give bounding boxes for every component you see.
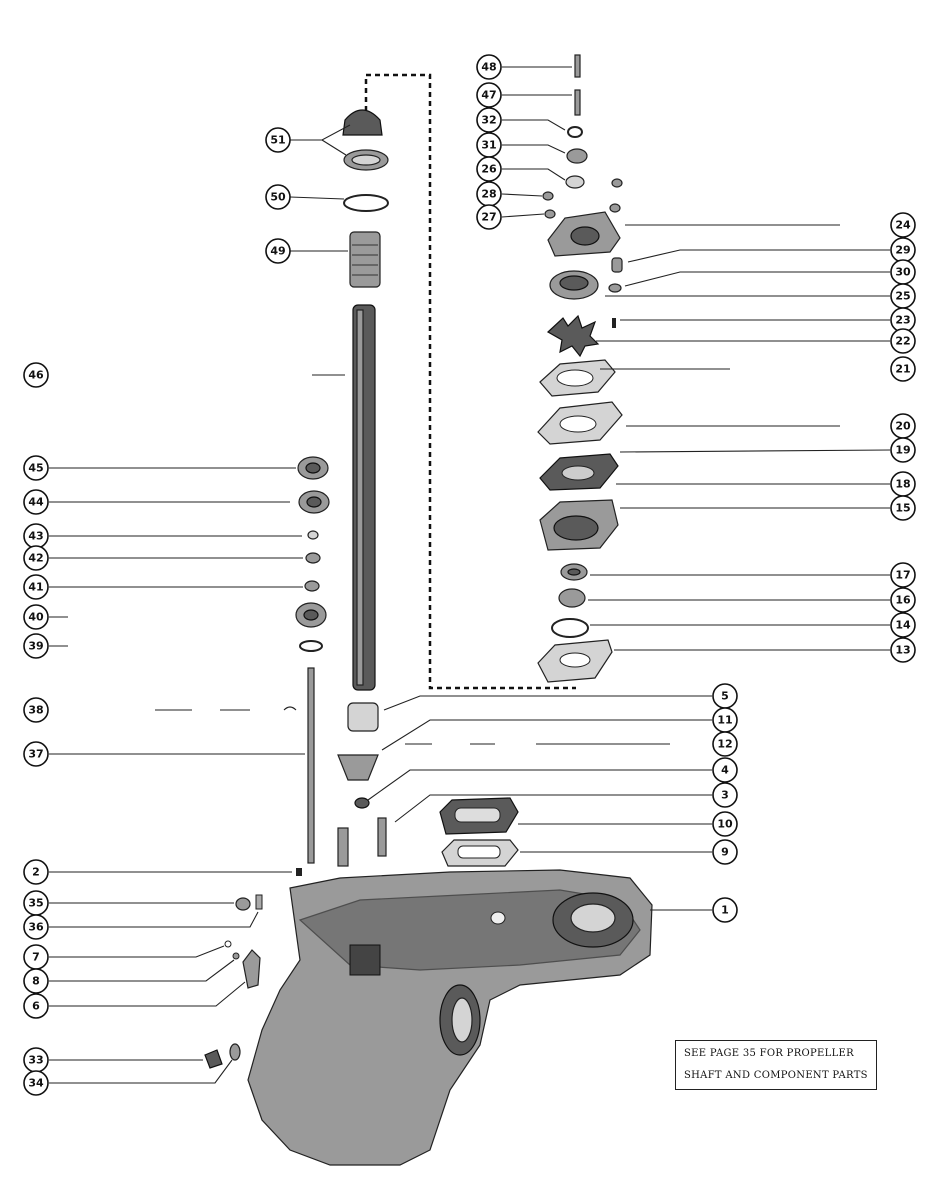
svg-text:51: 51: [270, 133, 286, 147]
svg-text:50: 50: [270, 190, 286, 204]
svg-text:17: 17: [895, 568, 911, 582]
svg-text:32: 32: [481, 113, 497, 127]
svg-text:21: 21: [895, 362, 911, 376]
callout-7: [24, 945, 48, 969]
svg-text:40: 40: [28, 610, 44, 624]
callout-37: [24, 742, 48, 766]
callout-29: [891, 238, 915, 262]
svg-text:28: 28: [481, 187, 497, 201]
callout-22: [891, 329, 915, 353]
svg-text:14: 14: [895, 618, 911, 632]
shift-rod: [284, 668, 314, 863]
callout-4: [713, 758, 737, 782]
callout-49: [266, 239, 290, 263]
svg-text:20: 20: [895, 419, 911, 433]
svg-text:6: 6: [32, 999, 40, 1013]
svg-text:22: 22: [895, 334, 911, 348]
callout-46: [24, 363, 48, 387]
svg-text:46: 46: [28, 368, 44, 382]
callout-39: [24, 634, 48, 658]
callout-11: [713, 708, 737, 732]
callout-47: [477, 83, 501, 107]
callout-42: [24, 546, 48, 570]
svg-text:16: 16: [895, 593, 911, 607]
svg-text:30: 30: [895, 265, 911, 279]
svg-text:38: 38: [28, 703, 44, 717]
svg-text:19: 19: [895, 443, 911, 457]
svg-text:18: 18: [895, 477, 911, 491]
callout-36: [24, 915, 48, 939]
callout-45: [24, 456, 48, 480]
see-page-note: [675, 1040, 877, 1090]
svg-text:41: 41: [28, 580, 44, 594]
svg-text:7: 7: [32, 950, 40, 964]
svg-text:29: 29: [895, 243, 911, 257]
svg-text:15: 15: [895, 501, 911, 515]
callout-43: [24, 524, 48, 548]
callout-32: [477, 108, 501, 132]
svg-text:23: 23: [895, 313, 911, 327]
callout-48: [477, 55, 501, 79]
svg-text:36: 36: [28, 920, 44, 934]
callout-12: [713, 732, 737, 756]
note-line-2: SHAFT AND COMPONENT PARTS: [684, 1070, 868, 1081]
callout-40: [24, 605, 48, 629]
callout-30: [891, 260, 915, 284]
callout-34: [24, 1071, 48, 1095]
svg-text:45: 45: [28, 461, 44, 475]
svg-text:33: 33: [28, 1053, 44, 1067]
callout-28: [477, 182, 501, 206]
svg-text:48: 48: [481, 60, 497, 74]
svg-text:5: 5: [721, 689, 729, 703]
callout-9: [713, 840, 737, 864]
callout-6: [24, 994, 48, 1018]
svg-text:35: 35: [28, 896, 44, 910]
callout-21: [891, 357, 915, 381]
callout-2: [24, 860, 48, 884]
callout-14: [891, 613, 915, 637]
callout-44: [24, 490, 48, 514]
callout-20: [891, 414, 915, 438]
svg-text:11: 11: [717, 713, 733, 727]
svg-text:43: 43: [28, 529, 44, 543]
seal-stack: [296, 457, 329, 651]
callout-50: [266, 185, 290, 209]
callout-15: [891, 496, 915, 520]
svg-text:24: 24: [895, 218, 911, 232]
gear-housing: [248, 870, 652, 1165]
svg-text:8: 8: [32, 974, 40, 988]
callout-8: [24, 969, 48, 993]
callout-25: [891, 284, 915, 308]
svg-text:31: 31: [481, 138, 497, 152]
callout-33: [24, 1048, 48, 1072]
svg-text:12: 12: [717, 737, 733, 751]
note-line-1: SEE PAGE 35 FOR PROPELLER: [684, 1048, 854, 1059]
callout-16: [891, 588, 915, 612]
callout-19: [891, 438, 915, 462]
callout-1: [713, 898, 737, 922]
svg-text:34: 34: [28, 1076, 44, 1090]
callout-17: [891, 563, 915, 587]
callout-35: [24, 891, 48, 915]
callout-26: [477, 157, 501, 181]
callout-18: [891, 472, 915, 496]
svg-text:39: 39: [28, 639, 44, 653]
callout-41: [24, 575, 48, 599]
svg-text:3: 3: [721, 788, 729, 802]
svg-text:1: 1: [721, 903, 729, 917]
svg-text:10: 10: [717, 817, 733, 831]
svg-text:47: 47: [481, 88, 497, 102]
water-tube-seals: [440, 798, 518, 866]
callout-5: [713, 684, 737, 708]
callout-3: [713, 783, 737, 807]
svg-text:27: 27: [481, 210, 497, 224]
callout-24: [891, 213, 915, 237]
callout-10: [713, 812, 737, 836]
callout-38: [24, 698, 48, 722]
svg-text:26: 26: [481, 162, 497, 176]
svg-text:42: 42: [28, 551, 44, 565]
callout-51: [266, 128, 290, 152]
drive-shaft-assembly: [338, 110, 388, 866]
callout-13: [891, 638, 915, 662]
svg-text:25: 25: [895, 289, 911, 303]
callout-31: [477, 133, 501, 157]
svg-text:9: 9: [721, 845, 729, 859]
svg-text:37: 37: [28, 747, 44, 761]
svg-text:2: 2: [32, 865, 40, 879]
svg-text:49: 49: [270, 244, 286, 258]
svg-text:4: 4: [721, 763, 729, 777]
svg-text:13: 13: [895, 643, 911, 657]
svg-text:44: 44: [28, 495, 44, 509]
callout-27: [477, 205, 501, 229]
